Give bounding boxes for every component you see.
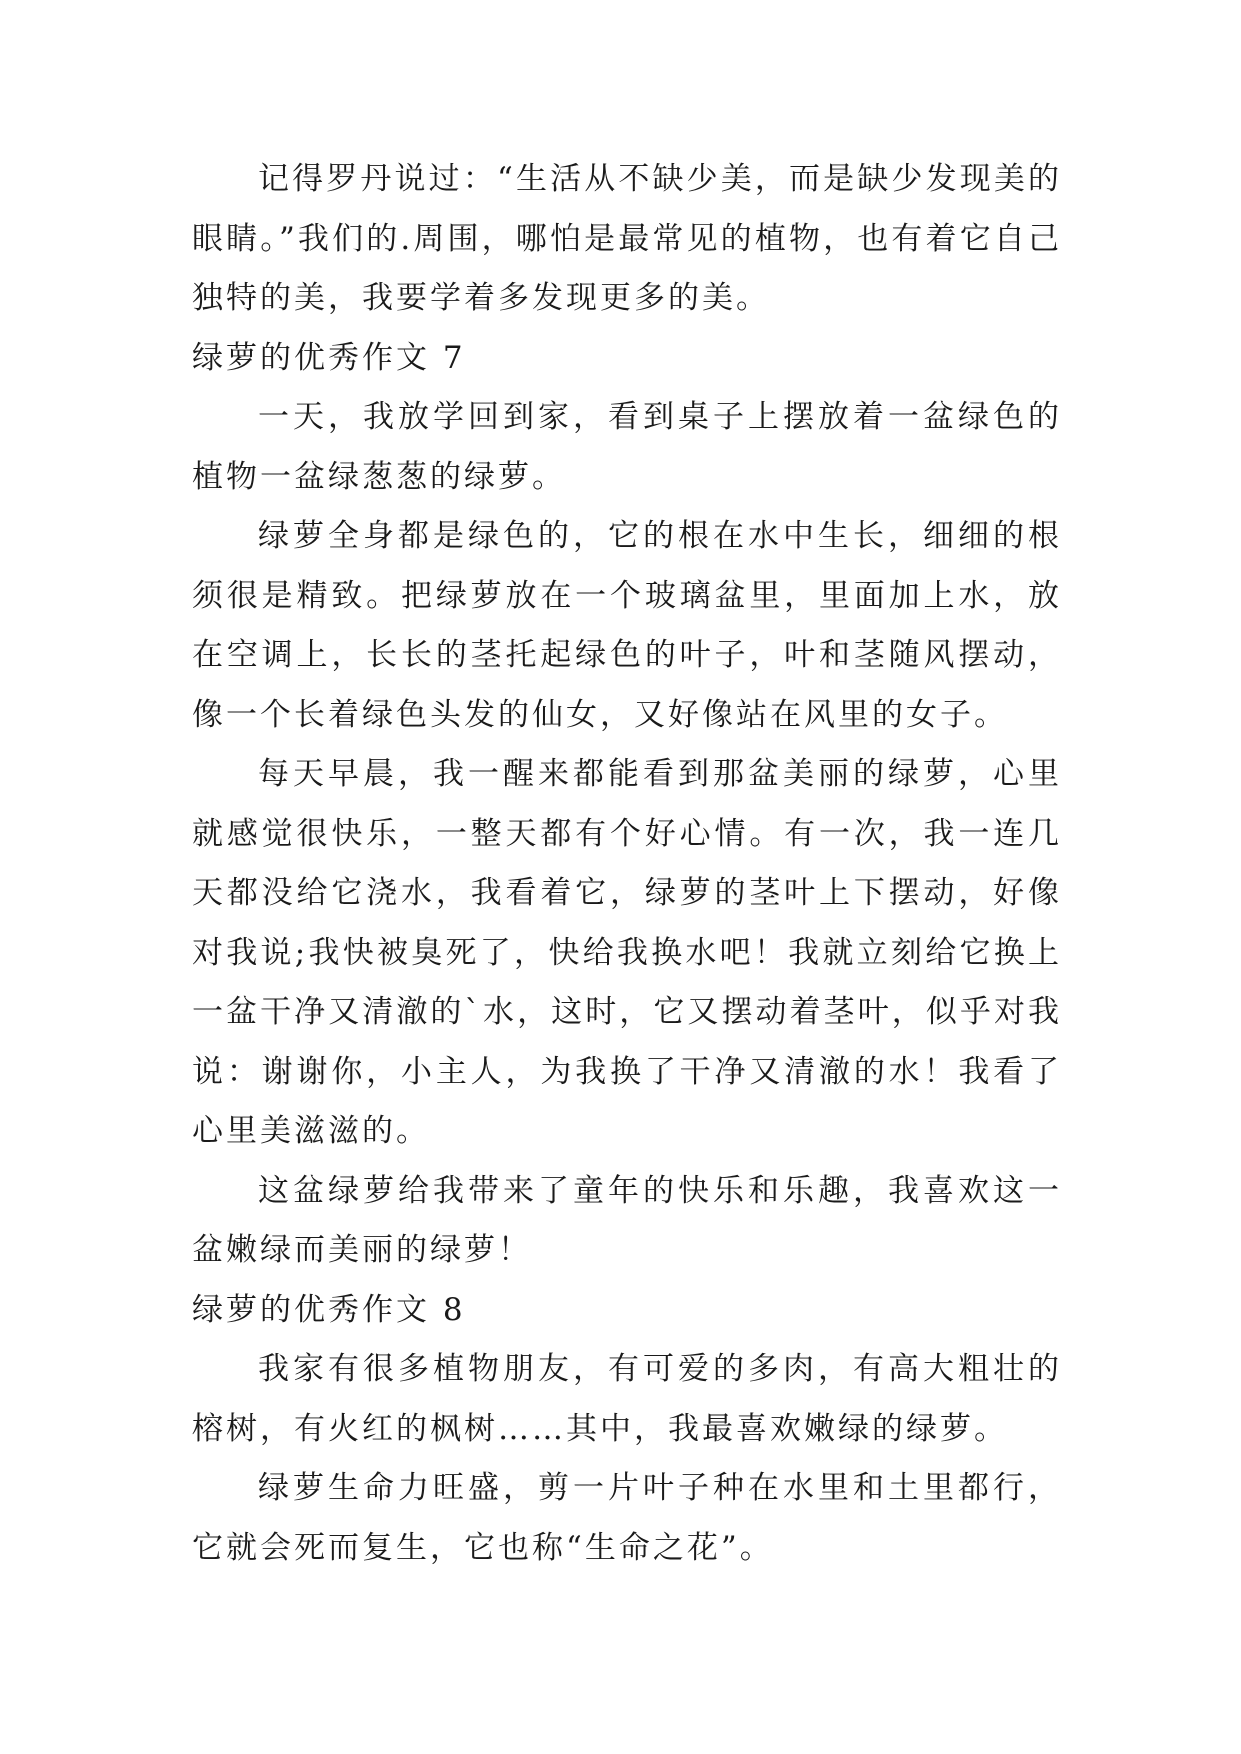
document-body — [192, 150, 1062, 1578]
paragraph: 每天早晨，我一醒来都能看到那盆美丽的绿萝，心里就感觉很快乐，一整天都有个好心情。有一次，我一连几天都没给它浇水，我看着它，绿萝的茎叶上下摆动，好像对我说;我快被臭死了，快给我换水吧！我就立刻给它换上一盆干净又清澈的`水，这时，它又摆动着茎叶，似乎对我说：谢谢你，小主人，为我换了干净又清澈的水！我看了心里美滋滋的。 — [192, 756, 1062, 1149]
paragraph: 这盆绿萝给我带来了童年的快乐和乐趣，我喜欢这一盆嫩绿而美丽的绿萝！ — [192, 1172, 1062, 1268]
paragraph: 我家有很多植物朋友，有可爱的多肉，有高大粗壮的榕树，有火红的枫树……其中，我最喜欢嫩绿的绿萝。 — [192, 1351, 1062, 1447]
paragraph: 一天，我放学回到家，看到桌子上摆放着一盆绿色的植物一盆绿葱葱的绿萝。 — [192, 399, 1062, 495]
paragraph: 绿萝生命力旺盛，剪一片叶子种在水里和土里都行，它就会死而复生，它也称“生命之花”。 — [192, 1470, 1062, 1566]
paragraph: 记得罗丹说过：“生活从不缺少美，而是缺少发现美的眼睛。”我们的.周围，哪怕是最常见的植物，也有着它自己独特的美，我要学着多发现更多的美。 — [192, 161, 1062, 316]
paragraph: 绿萝全身都是绿色的，它的根在水中生长，细细的根须很是精致。把绿萝放在一个玻璃盆里，里面加上水，放在空调上，长长的茎托起绿色的叶子，叶和茎随风摆动，像一个长着绿色头发的仙女，又好像站在风里的女子。 — [192, 518, 1062, 733]
section-heading: 绿萝的优秀作文 8 — [192, 1291, 466, 1328]
section-heading: 绿萝的优秀作文 7 — [192, 339, 466, 376]
